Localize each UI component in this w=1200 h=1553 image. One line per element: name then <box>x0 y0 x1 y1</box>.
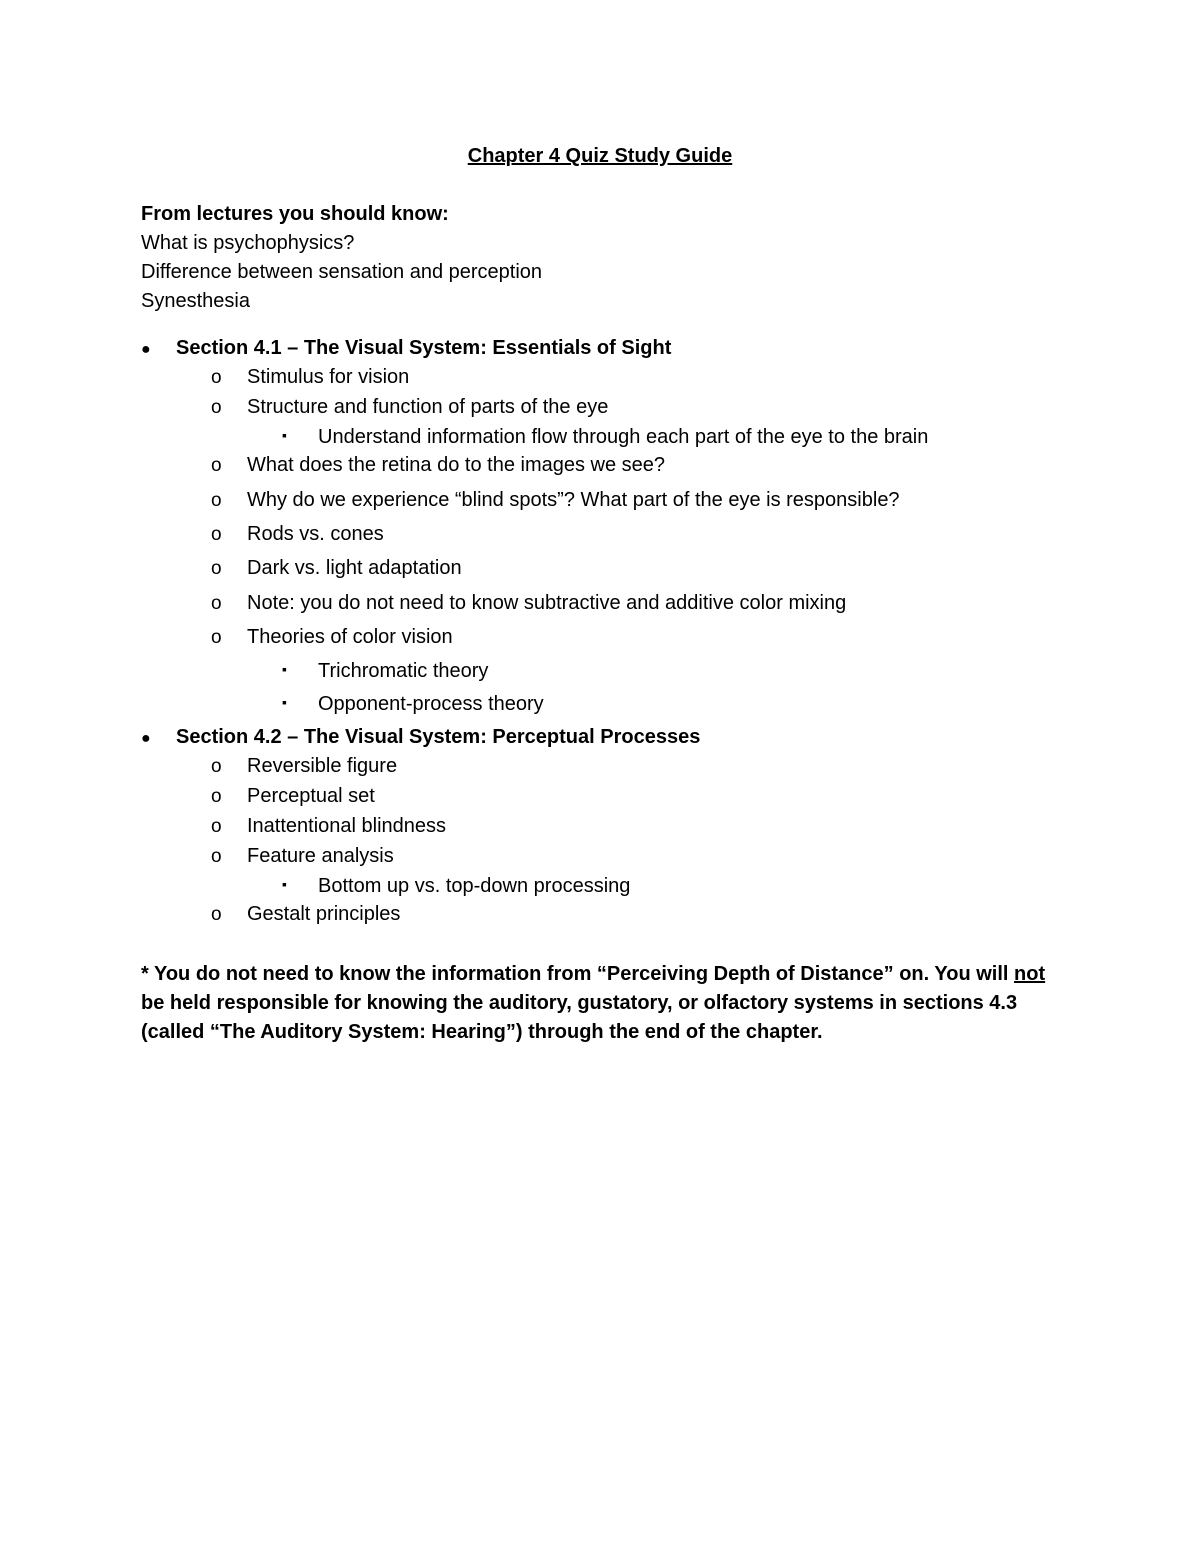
intro-line: Difference between sensation and perception <box>141 261 543 283</box>
footnote <box>141 960 1071 1047</box>
sub-list-item-text: Opponent-process theory <box>318 693 544 715</box>
list-item <box>211 901 400 928</box>
bullet-marker: ● <box>141 730 151 747</box>
list-item <box>211 843 394 870</box>
sub-list-item-text: Understand information flow through each part of the eye to the brain <box>318 426 929 448</box>
list-item <box>211 394 608 421</box>
list-item-text: Rods vs. cones <box>247 523 384 545</box>
list-item <box>211 487 900 514</box>
list-item <box>211 753 397 780</box>
sub-list-item <box>282 691 544 718</box>
footnote-part2: be held responsible for knowing the auditory, gustatory, or olfactory systems in sections 4.3 (called “The Auditory System: Hearing”) through the end of the chapter. <box>141 992 1018 1043</box>
list-item-text: Feature analysis <box>247 845 394 867</box>
sub-list-item-text: Trichromatic theory <box>318 660 489 682</box>
sub-list-item-text: Bottom up vs. top-down processing <box>318 875 631 897</box>
square-marker: ▪ <box>282 694 287 710</box>
section-heading <box>141 335 671 363</box>
list-item-text: Why do we experience “blind spots”? What part of the eye is responsible? <box>247 489 900 511</box>
list-item-text: Theories of color vision <box>247 626 453 648</box>
document-title: Chapter 4 Quiz Study Guide <box>467 145 733 167</box>
circle-marker: o <box>211 524 222 545</box>
circle-marker: o <box>211 904 222 925</box>
bullet-marker: ● <box>141 341 151 358</box>
circle-marker: o <box>211 846 222 867</box>
intro-line: What is psychophysics? <box>141 232 355 254</box>
list-item <box>211 783 375 810</box>
list-item-text: Structure and function of parts of the eye <box>247 396 609 418</box>
circle-marker: o <box>211 593 222 614</box>
list-item-text: Note: you do not need to know subtractive and additive color mixing <box>247 592 847 614</box>
footnote-part1: * You do not need to know the information from “Perceiving Depth of Distance” on. You will <box>141 963 1015 985</box>
footnote-underlined: not <box>1014 963 1046 985</box>
sub-list-item <box>282 873 630 900</box>
list-item-text: What does the retina do to the images we see? <box>247 454 666 476</box>
list-item <box>211 521 384 548</box>
list-item <box>211 590 846 617</box>
list-item-text: Reversible figure <box>247 755 398 777</box>
circle-marker: o <box>211 490 222 511</box>
list-item <box>211 624 453 651</box>
list-item <box>211 555 462 582</box>
circle-marker: o <box>211 756 222 777</box>
list-item <box>211 813 446 840</box>
list-item-text: Perceptual set <box>247 785 375 807</box>
intro-block <box>141 200 542 316</box>
section-heading-text: Section 4.1 – The Visual System: Essentials of Sight <box>176 337 672 359</box>
circle-marker: o <box>211 816 222 837</box>
section-heading <box>141 724 700 752</box>
list-item-text: Stimulus for vision <box>247 366 410 388</box>
sub-list-item <box>282 424 928 451</box>
sub-list-item <box>282 658 488 685</box>
intro-heading: From lectures you should know: <box>141 203 449 225</box>
square-marker: ▪ <box>282 661 287 677</box>
square-marker: ▪ <box>282 876 287 892</box>
circle-marker: o <box>211 367 222 388</box>
section-heading-text: Section 4.2 – The Visual System: Perceptual Processes <box>176 726 701 748</box>
circle-marker: o <box>211 558 222 579</box>
list-item-text: Inattentional blindness <box>247 815 447 837</box>
square-marker: ▪ <box>282 427 287 443</box>
list-item <box>211 452 665 479</box>
circle-marker: o <box>211 627 222 648</box>
intro-line: Synesthesia <box>141 290 250 312</box>
list-item-text: Dark vs. light adaptation <box>247 557 462 579</box>
list-item <box>211 364 409 391</box>
circle-marker: o <box>211 455 222 476</box>
circle-marker: o <box>211 397 222 418</box>
circle-marker: o <box>211 786 222 807</box>
list-item-text: Gestalt principles <box>247 903 401 925</box>
